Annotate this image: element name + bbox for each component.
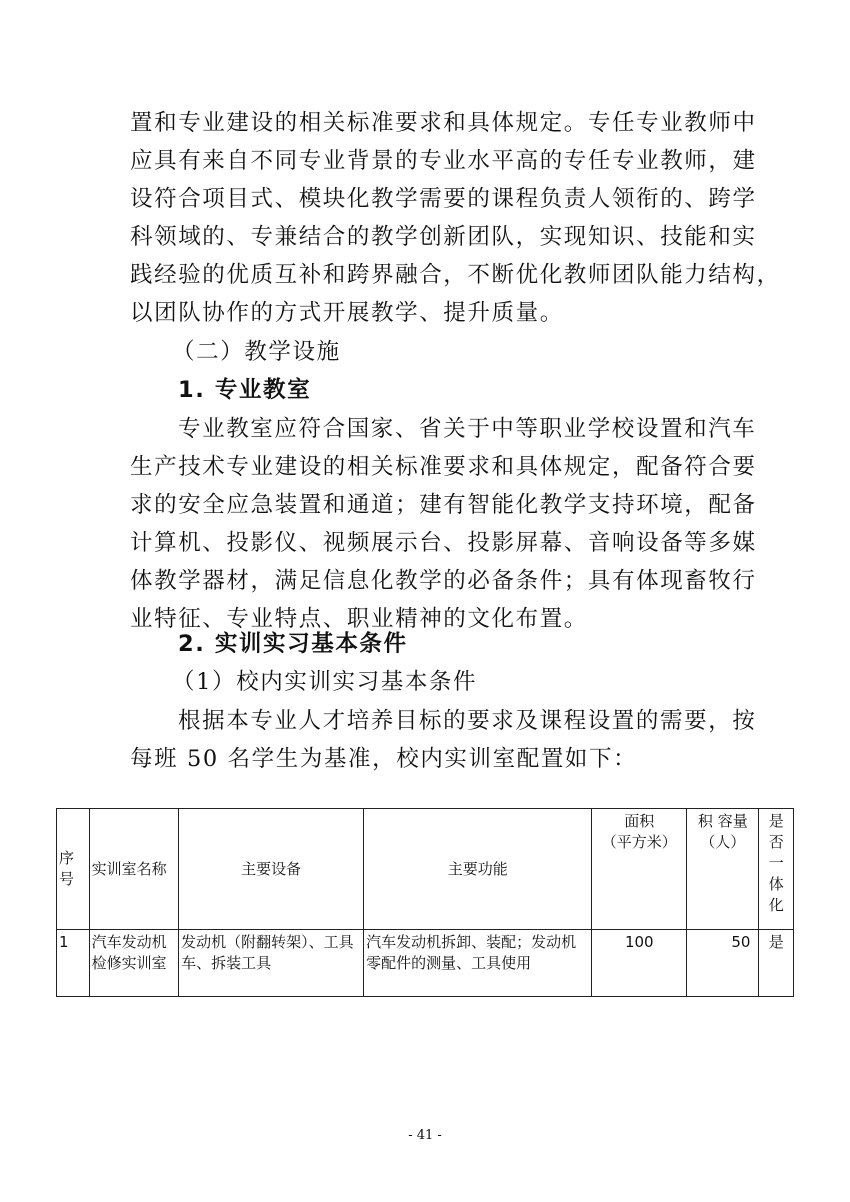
subsection-heading: 2. 实训实习基本条件	[178, 631, 408, 657]
paragraph-line: 以团队协作的方式开展教学、提升质量。	[130, 300, 564, 326]
training-room-table	[56, 808, 794, 997]
table-row	[57, 930, 794, 997]
paragraph-line: 践经验的优质互补和跨界融合，不断优化教师团队能力结构，	[130, 262, 781, 288]
paragraph-line: 设符合项目式、模块化教学需要的课程负责人领衔的、跨学	[130, 186, 757, 212]
cell-name: 汽车发动机检修实训室	[89, 930, 179, 997]
paragraph-line: 求的安全应急装置和通道；建有智能化教学支持环境，配备	[130, 492, 757, 518]
subsection-heading: 1. 专业教室	[178, 377, 312, 403]
cell-capacity: 50	[687, 930, 759, 997]
cell-equipment: 发动机（附翻转架）、工具车、拆装工具	[179, 930, 364, 997]
header-integrated: 是否一体化	[759, 809, 794, 930]
paragraph-line: 体教学器材，满足信息化教学的必备条件；具有体现畜牧行	[130, 568, 757, 594]
cell-function: 汽车发动机拆卸、装配；发动机零配件的测量、工具使用	[364, 930, 592, 997]
header-name: 实训室名称	[89, 809, 179, 930]
section-heading: （二）教学设施	[172, 339, 341, 365]
paragraph-line: 计算机、投影仪、视频展示台、投影屏幕、音响设备等多媒	[130, 530, 757, 556]
page-number: - 41 -	[408, 1128, 442, 1143]
paragraph-line: 科领域的、专兼结合的教学创新团队，实现知识、技能和实	[130, 224, 757, 250]
paragraph-line: 每班 50 名学生为基准，校内实训室配置如下：	[130, 746, 638, 772]
sub-heading: （1）校内实训实习基本条件	[172, 669, 478, 695]
paragraph-line: 生产技术专业建设的相关标准要求和具体规定，配备符合要	[130, 454, 757, 480]
cell-area: 100	[592, 930, 687, 997]
paragraph-line: 专业教室应符合国家、省关于中等职业学校设置和汽车	[178, 416, 757, 442]
paragraph-line: 业特征、专业特点、职业精神的文化布置。	[130, 606, 588, 632]
cell-seq: 1	[57, 930, 90, 997]
header-function: 主要功能	[364, 809, 592, 930]
header-seq: 序号	[57, 809, 90, 930]
table-header-row	[57, 809, 794, 930]
paragraph-line: 根据本专业人才培养目标的要求及课程设置的需要，按	[178, 708, 757, 734]
cell-integrated: 是	[759, 930, 794, 997]
paragraph-line: 应具有来自不同专业背景的专业水平高的专任专业教师，建	[130, 148, 757, 174]
header-area: 面积 （平方米）	[592, 809, 687, 930]
header-equipment: 主要设备	[179, 809, 364, 930]
paragraph-line: 置和专业建设的相关标准要求和具体规定。专任专业教师中	[130, 110, 757, 136]
header-capacity: 积 容量 （人）	[687, 809, 759, 930]
